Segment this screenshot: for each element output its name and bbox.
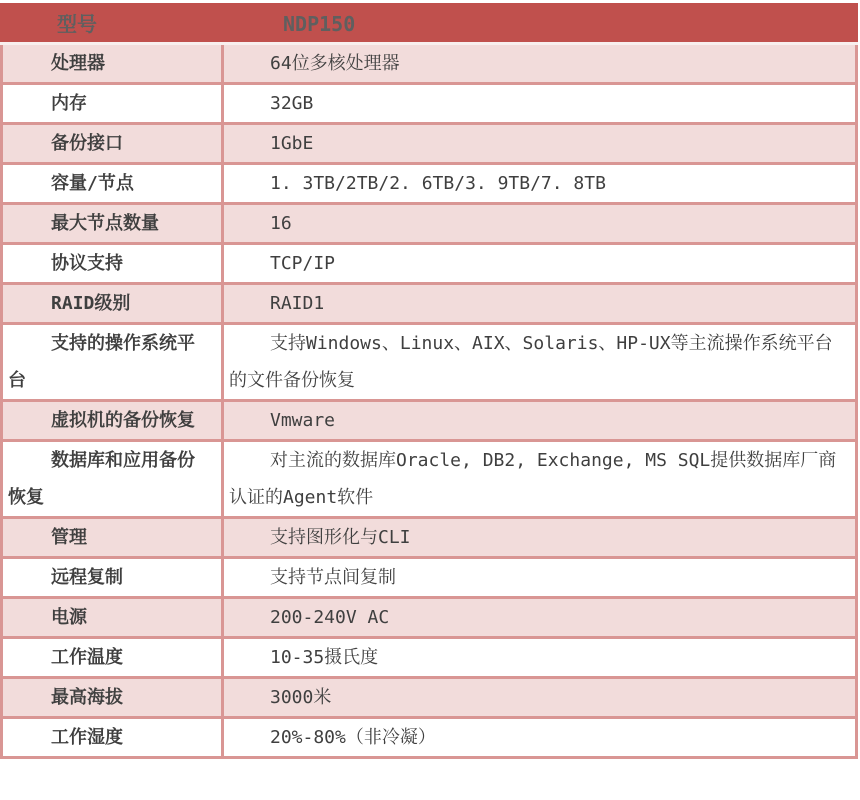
spec-value: 16 (223, 204, 857, 244)
spec-label: RAID级别 (2, 284, 223, 324)
table-row (2, 244, 857, 284)
spec-value: 200-240V AC (223, 598, 857, 638)
table-row (2, 638, 857, 678)
spec-label: 工作温度 (2, 638, 223, 678)
spec-table (0, 3, 858, 759)
spec-value: 1GbE (223, 124, 857, 164)
header-model-value: NDP150 (223, 5, 857, 44)
table-row (2, 558, 857, 598)
header-model-label: 型号 (2, 5, 223, 44)
spec-label: 工作湿度 (2, 718, 223, 758)
spec-label: 电源 (2, 598, 223, 638)
spec-label: 虚拟机的备份恢复 (2, 401, 223, 441)
table-row (2, 84, 857, 124)
spec-value: 支持Windows、Linux、AIX、Solaris、HP-UX等主流操作系统平台的文件备份恢复 (223, 324, 857, 401)
spec-table-body (2, 44, 857, 758)
spec-label: 最大节点数量 (2, 204, 223, 244)
table-row (2, 204, 857, 244)
table-row (2, 324, 857, 401)
spec-label: 远程复制 (2, 558, 223, 598)
table-row (2, 284, 857, 324)
spec-label: 管理 (2, 518, 223, 558)
spec-value: 1. 3TB/2TB/2. 6TB/3. 9TB/7. 8TB (223, 164, 857, 204)
table-row (2, 441, 857, 518)
table-row (2, 518, 857, 558)
table-row (2, 678, 857, 718)
spec-label: 备份接口 (2, 124, 223, 164)
spec-value: 支持图形化与CLI (223, 518, 857, 558)
table-row (2, 164, 857, 204)
spec-label: 容量/节点 (2, 164, 223, 204)
spec-value: 对主流的数据库Oracle, DB2, Exchange, MS SQL提供数据库厂商认证的Agent软件 (223, 441, 857, 518)
spec-value: 3000米 (223, 678, 857, 718)
table-row (2, 401, 857, 441)
spec-label: 内存 (2, 84, 223, 124)
spec-value: TCP/IP (223, 244, 857, 284)
table-row (2, 124, 857, 164)
spec-label: 数据库和应用备份恢复 (2, 441, 223, 518)
spec-value: RAID1 (223, 284, 857, 324)
header-row (2, 5, 857, 44)
table-row (2, 718, 857, 758)
spec-label: 处理器 (2, 44, 223, 84)
spec-value: 64位多核处理器 (223, 44, 857, 84)
table-row (2, 598, 857, 638)
spec-label: 支持的操作系统平台 (2, 324, 223, 401)
spec-value: 10-35摄氏度 (223, 638, 857, 678)
spec-value: 支持节点间复制 (223, 558, 857, 598)
spec-value: 20%-80%（非冷凝） (223, 718, 857, 758)
table-row (2, 44, 857, 84)
product-spec-sheet (0, 3, 860, 759)
spec-label: 协议支持 (2, 244, 223, 284)
spec-value: 32GB (223, 84, 857, 124)
spec-value: Vmware (223, 401, 857, 441)
spec-label: 最高海拔 (2, 678, 223, 718)
